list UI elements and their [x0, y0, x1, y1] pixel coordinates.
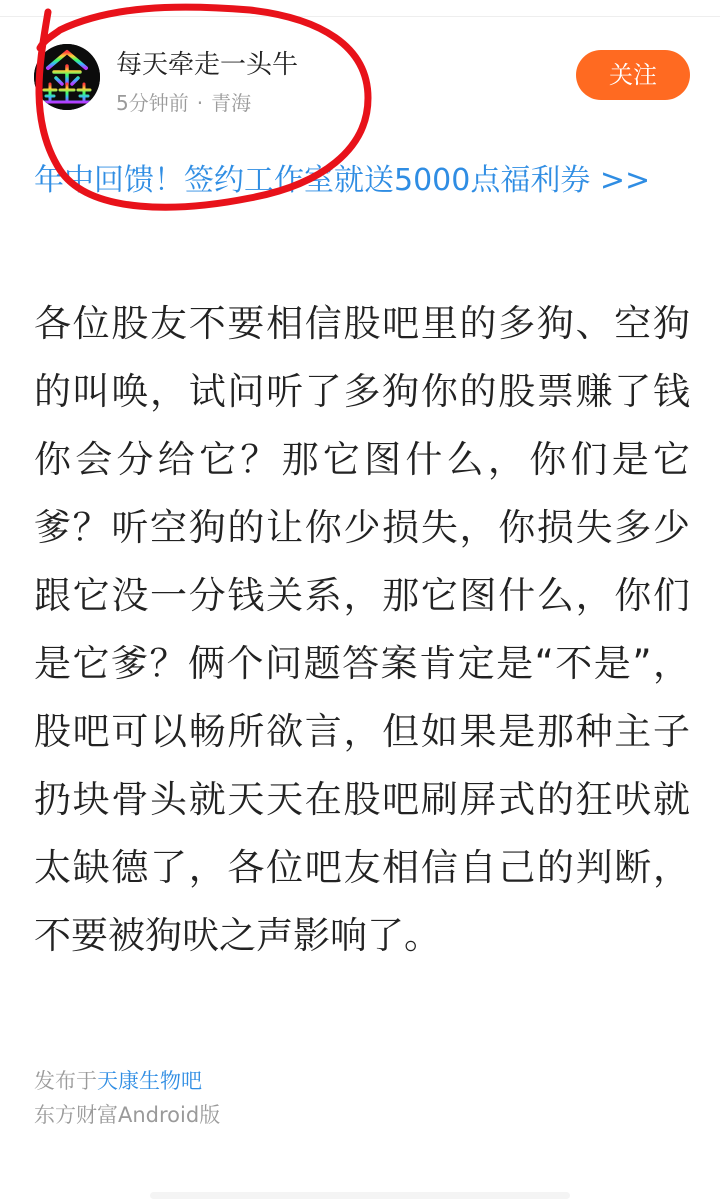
- author-name[interactable]: 每天牵走一头牛: [116, 50, 299, 80]
- post-meta: [116, 90, 251, 116]
- promo-link[interactable]: 年中回馈！签约工作室就送5000点福利券 >>: [34, 163, 651, 198]
- top-divider: [0, 16, 720, 17]
- bottom-bar-hint: [150, 1192, 570, 1199]
- avatar-logo-icon: [34, 44, 100, 110]
- published-prefix: 发布于: [34, 1069, 97, 1093]
- client-info: 东方财富Android版: [34, 1103, 221, 1127]
- author-header: [34, 44, 690, 124]
- post-location: 青海: [211, 91, 252, 115]
- follow-button[interactable]: 关注: [576, 50, 690, 100]
- post-time: 5分钟前: [116, 91, 189, 115]
- meta-separator: ·: [196, 91, 204, 115]
- avatar[interactable]: [34, 44, 100, 110]
- published-in: [34, 1066, 202, 1096]
- post-body-text: 各位股友不要相信股吧里的多狗、空狗的叫唤，试问听了多狗你的股票赚了钱你会分给它？那它图什么，你们是它爹？听空狗的让你少损失，你损失多少跟它没一分钱关系，那它图什么，你们是它爹？俩个问题答案肯定是“不是”，股吧可以畅所欲言，但如果是那种主子扔块骨头就天天在股吧刷屏式的狂吠就太缺德了，各位吧友相信自己的判断，不要被狗吠之声影响了。: [34, 302, 690, 957]
- stock-bar-link[interactable]: 天康生物吧: [97, 1069, 202, 1093]
